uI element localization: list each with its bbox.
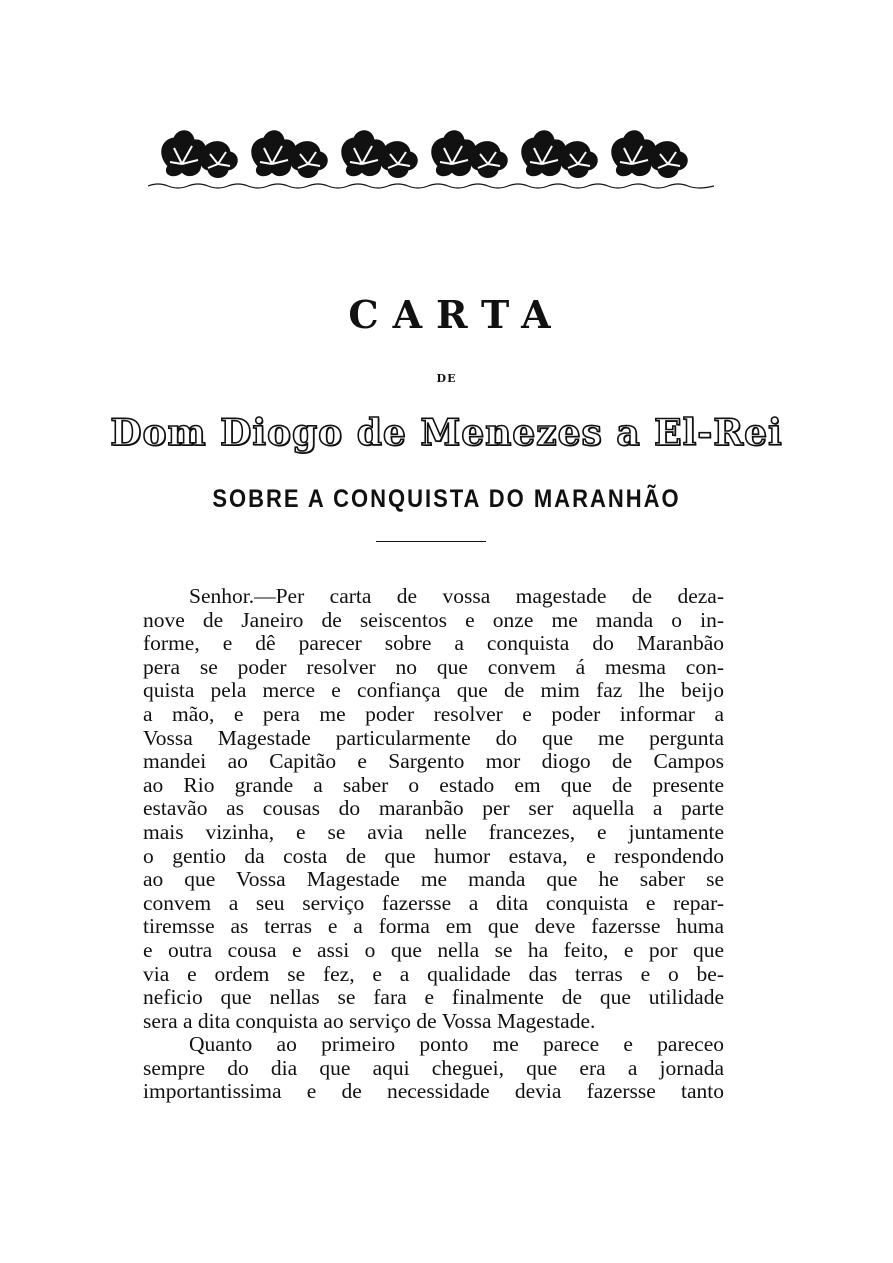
text-line: tiremsse as terras e a forma em que deve fazersse huma: [143, 914, 724, 939]
page-subtitle: Dom Diogo de Menezes a El-Rei: [110, 412, 783, 454]
text-line: pera se poder resolver no que convem á mesma con-: [143, 654, 724, 679]
heading-divider: [376, 541, 486, 542]
text-line: Senhor.—Per carta de vossa magestade de deza-: [189, 584, 724, 608]
letter-body: [143, 585, 724, 1104]
text-line: quista pela merce e confiança que de mim faz lhe beijo: [143, 678, 724, 703]
text-line: estavão as cousas do maranbão per ser aquella a parte: [143, 796, 724, 821]
page-title: CARTA: [348, 292, 565, 337]
vine-leaf-ornament-icon: [148, 118, 714, 190]
text-line: a mão, e pera me poder resolver e poder informar a: [143, 701, 724, 726]
text-line: sempre do dia que aqui cheguei, que era a jornada: [143, 1055, 724, 1080]
text-line: via e ordem se fez, e a qualidade das terras e o be-: [143, 961, 724, 986]
text-line: sera a dita conquista ao serviço de Vossa Magestade.: [143, 1008, 596, 1033]
title-connector: DE: [436, 372, 457, 385]
text-line: forme, e dê parecer sobre a conquista do Maranbão: [143, 631, 724, 656]
text-line: e outra cousa e assi o que nella se ha feito, e por que: [143, 937, 724, 962]
text-line: mais vizinha, e se avia nelle francezes, e juntamente: [143, 819, 724, 844]
text-line: mandei ao Capitão e Sargento mor diogo de Campos: [143, 749, 724, 774]
text-line: ao Rio grande a saber o estado em que de presente: [143, 772, 724, 797]
text-line: o gentio da costa de que humor estava, e respondendo: [143, 843, 724, 868]
topic-heading: SOBRE A CONQUISTA DO MARANHÃO: [212, 484, 681, 513]
text-line: nove de Janeiro de seiscentos e onze me manda o in-: [143, 607, 724, 632]
text-line: Vossa Magestade particularmente do que me pergunta: [143, 725, 724, 750]
text-line: convem a seu serviço fazersse a dita conquista e repar-: [143, 890, 724, 915]
text-line: Quanto ao primeiro ponto me parece e pareceo: [189, 1032, 724, 1057]
text-line: neficio que nellas se fara e finalmente de que utilidade: [143, 985, 724, 1010]
text-line: importantissima e de necessidade devia fazersse tanto: [143, 1079, 724, 1104]
text-line: ao que Vossa Magestade me manda que he saber se: [143, 867, 724, 892]
